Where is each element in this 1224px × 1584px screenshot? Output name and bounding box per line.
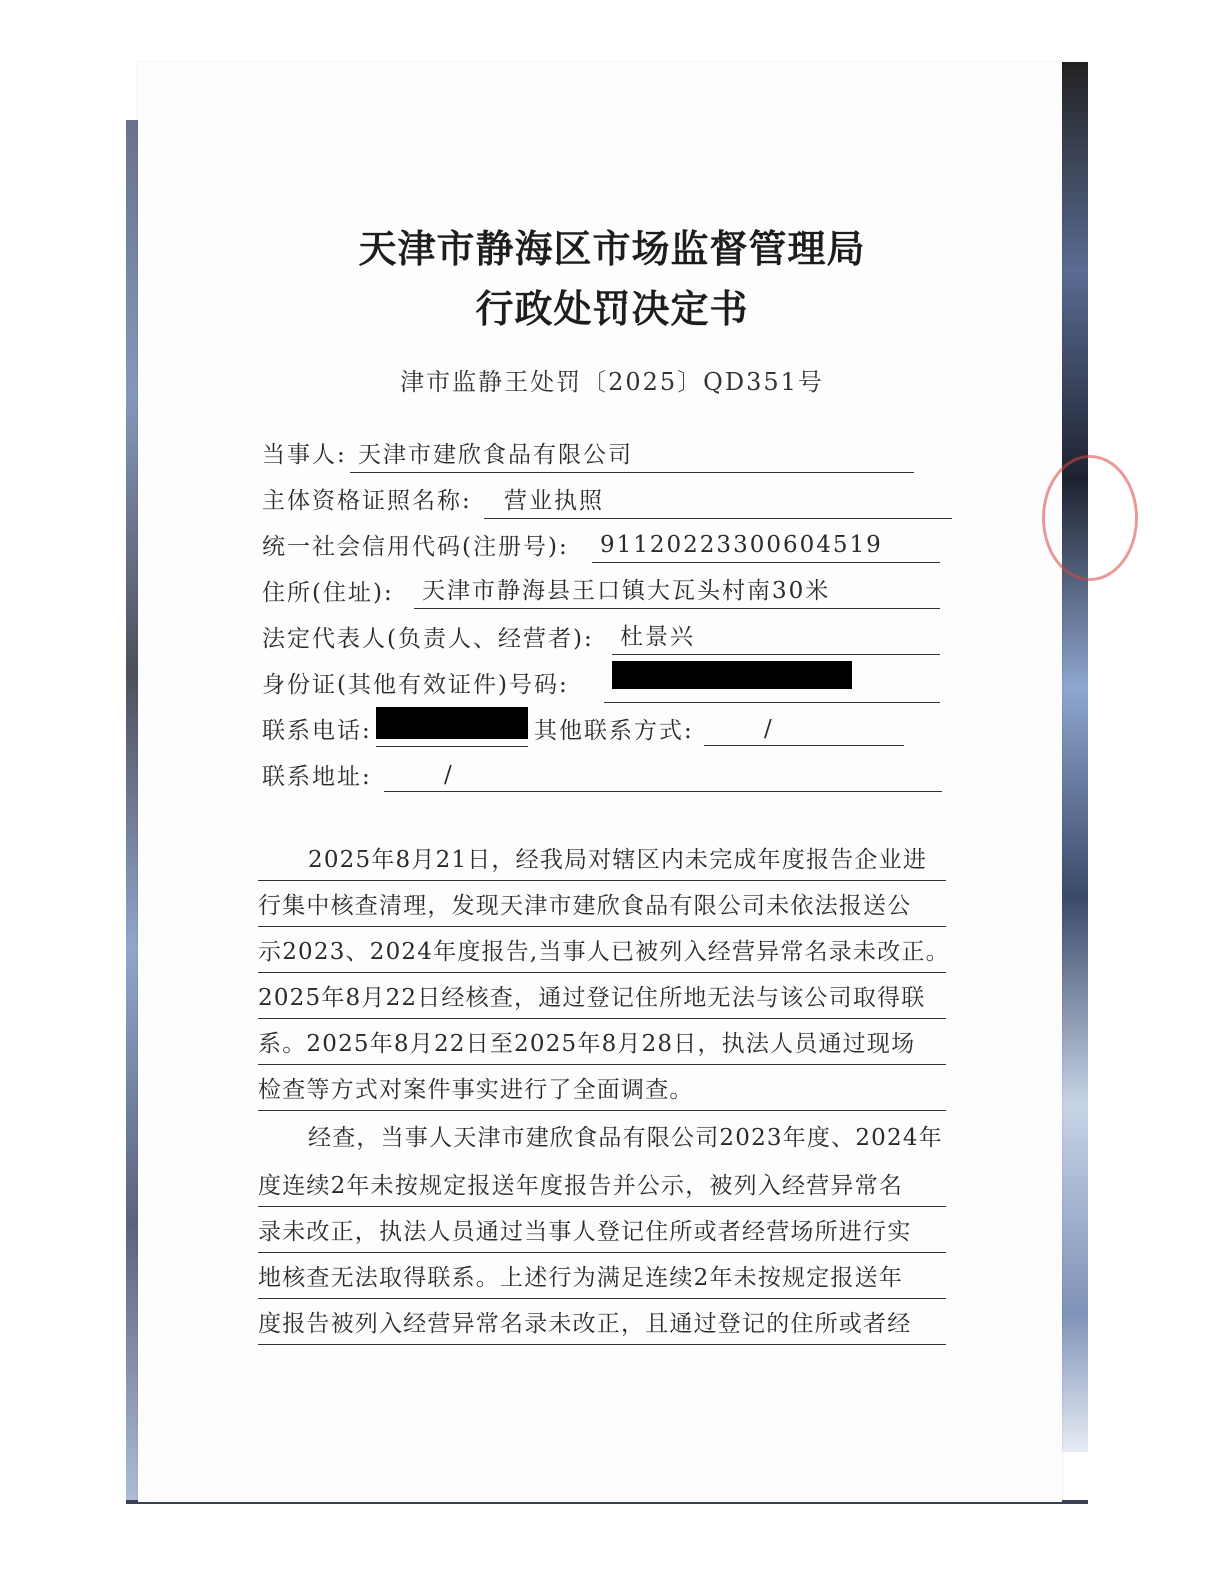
redacted-phone-number [376,707,528,739]
party-label: 当事人: [262,442,347,468]
license-row [262,484,472,518]
legal-rep-value: 杜景兴 [612,620,940,655]
redacted-id-number [612,661,852,689]
credit-code-value: 91120223300604519 [592,528,940,563]
paragraph2-line: 度连续2年未按规定报送年度报告并公示，被列入经营异常名 [258,1166,946,1207]
paragraph1-line: 2025年8月22日经核查，通过登记住所地无法与该公司取得联 [258,978,946,1019]
party-value: 天津市建欣食品有限公司 [350,438,914,473]
phone-label: 联系电话: [262,718,372,744]
party-row [262,438,347,472]
license-value: 营业执照 [484,484,952,519]
contact-address-row [262,760,372,794]
address-label: 住所(住址): [262,580,394,606]
license-label: 主体资格证照名称: [262,488,472,514]
address-row [262,576,394,610]
document-number: 津市监静王处罚〔2025〕QD351号 [400,368,824,396]
official-seal-edge [1042,455,1138,581]
legal-rep-row [262,622,594,656]
other-contact-label: 其他联系方式: [534,718,694,744]
paragraph2-line: 经查，当事人天津市建欣食品有限公司2023年度、2024年 [308,1125,943,1151]
contact-address-value: / [384,758,942,792]
credit-code-label: 统一社会信用代码(注册号): [262,534,569,560]
agency-title: 天津市静海区市场监督管理局 [358,226,866,271]
paragraph1-line: 系。2025年8月22日至2025年8月28日，执法人员通过现场 [258,1024,946,1065]
paragraph2-line: 地核查无法取得联系。上述行为满足连续2年未按规定报送年 [258,1258,946,1299]
paragraph1-line: 行集中核查清理，发现天津市建欣食品有限公司未依法报送公 [258,886,946,927]
paragraph1-line: 2025年8月21日，经我局对辖区内未完成年度报告企业进 [258,840,946,881]
other-contact-row [534,714,694,748]
paragraph2-line: 度报告被列入经营异常名录未改正，且通过登记的住所或者经 [258,1304,946,1345]
credit-code-row [262,530,569,564]
id-row [262,668,569,702]
document-title: 行政处罚决定书 [475,286,749,331]
paragraph2-line: 录未改正，执法人员通过当事人登记住所或者经营场所进行实 [258,1212,946,1253]
id-label: 身份证(其他有效证件)号码: [262,672,569,698]
paragraph1-line: 检查等方式对案件事实进行了全面调查。 [258,1070,946,1111]
address-value: 天津市静海县王口镇大瓦头村南30米 [414,574,940,609]
legal-rep-label: 法定代表人(负责人、经营者): [262,626,594,652]
contact-address-label: 联系地址: [262,764,372,790]
phone-row [262,714,372,748]
other-contact-value: / [704,712,904,746]
paragraph1-line: 示2023、2024年度报告,当事人已被列入经营异常名录未改正。 [258,932,946,973]
